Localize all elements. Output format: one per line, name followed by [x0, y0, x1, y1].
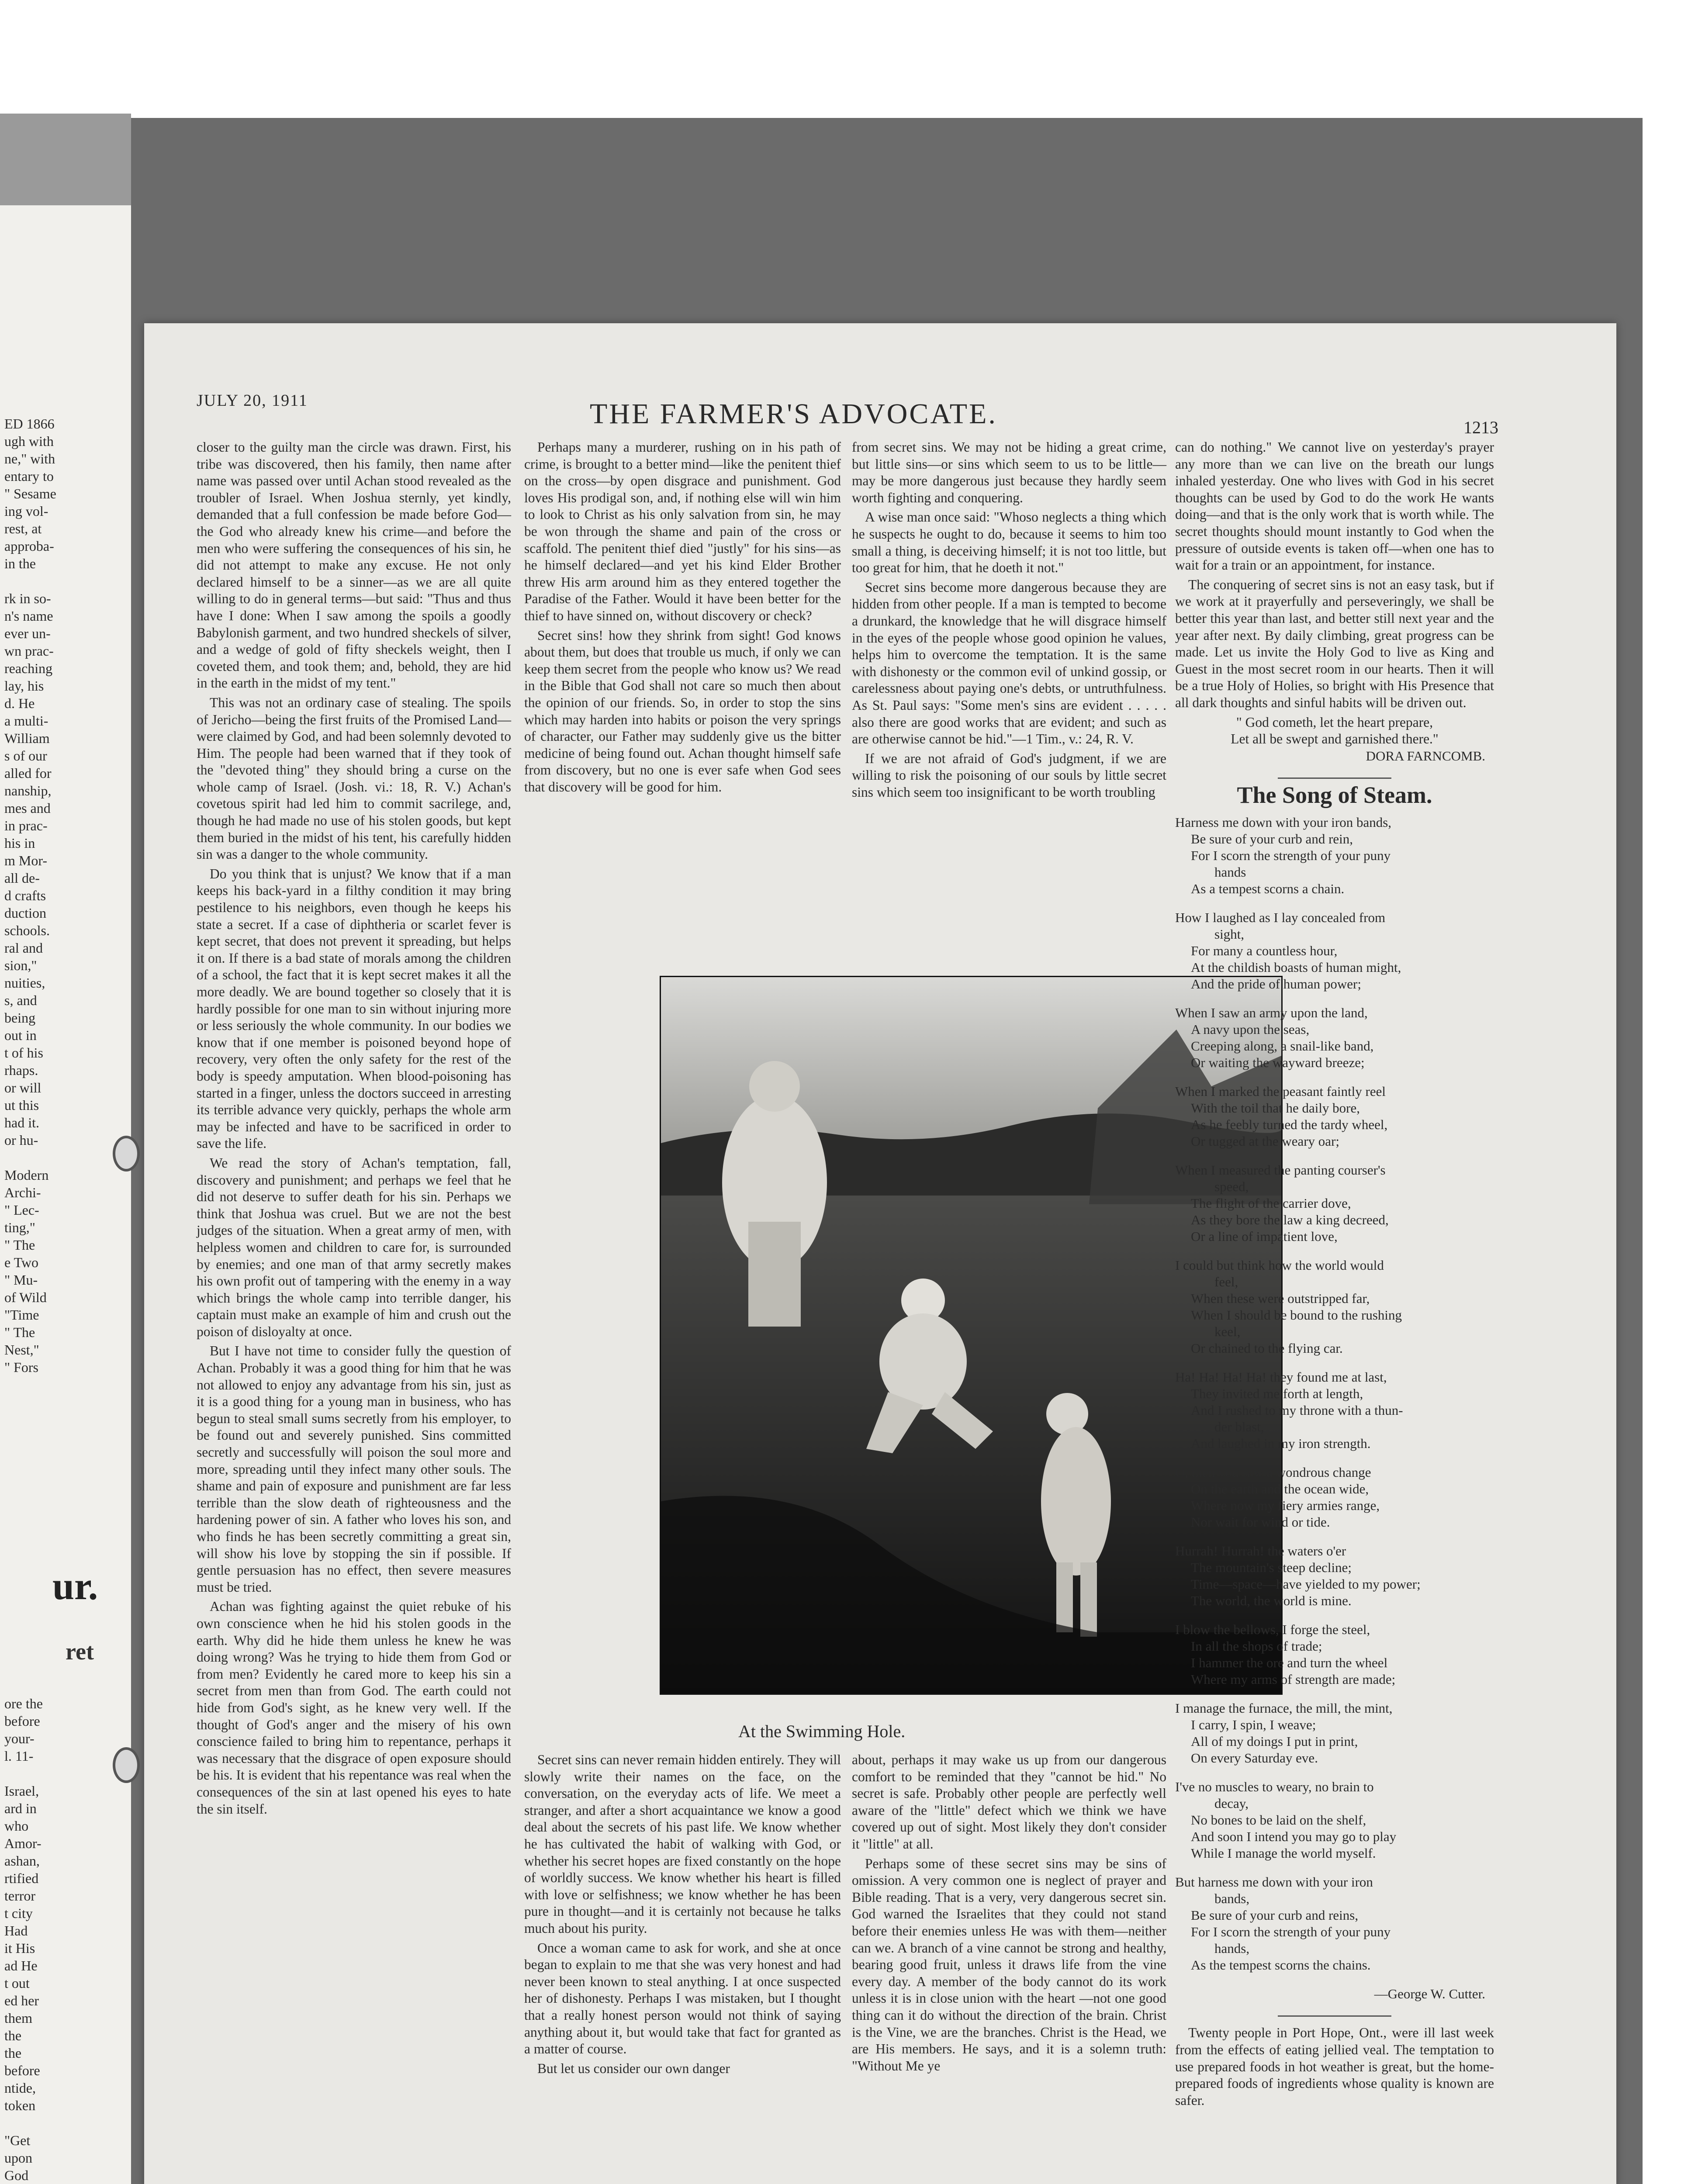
facing-page-line: William: [4, 730, 50, 746]
facing-page-line: nuities,: [4, 975, 45, 991]
facing-page-line: ore the: [4, 1696, 43, 1711]
poem-line: der blast,: [1214, 1419, 1264, 1434]
facing-page-line: it His: [4, 1940, 35, 1956]
poem-line: feel,: [1214, 1274, 1238, 1289]
facing-page-line: Israel,: [4, 1783, 39, 1799]
binder-ring-icon: [113, 1747, 140, 1783]
facing-page-line: ntide,: [4, 2080, 36, 2096]
poem-line: Nor wait for wind or tide.: [1191, 1514, 1330, 1530]
author-signature: DORA FARNCOMB.: [1366, 748, 1485, 764]
poem-title: The Song of Steam.: [1237, 782, 1432, 809]
facing-page-line: rest, at: [4, 521, 42, 536]
poem-line: Time—space—have yielded to my power;: [1191, 1576, 1421, 1592]
poem-line: On the earth and the ocean wide,: [1191, 1481, 1369, 1496]
facing-page-line: rk in so-: [4, 591, 51, 606]
poem-stanza: [1175, 1464, 1494, 1531]
facing-page-line: who: [4, 1818, 29, 1834]
facing-page-line: wn prac-: [4, 643, 54, 659]
facing-page-line: " Sesame: [4, 486, 56, 501]
paragraph: But I have not time to consider fully the question of Achan. Probably it was a good thing for him that he was not allowed to enjoy any advantage from his sin, just as it is a good thing for a young man in business, who has begun to steal small sums secretly from his employer, to be found out and severely punished. Sins committed secretly and successfully will poison the soul more and more, spreading until they infect many other souls. The shame and pain of exposure and punishment are far less terrible than the slow death of righteousness and the hardening power of sin. A father who loves his son, and who finds he has been secretly committing a great sin, will show his love by stopping the sin if possible. If gentle persuasion has no effect, then severe measures must be tried.: [197, 1343, 511, 1595]
poem-stanza: [1175, 1369, 1494, 1452]
divider: [1278, 778, 1391, 779]
paragraph: about, perhaps it may wake us up from our dangerous comfort to be reminded that they "cannot be hid." No secret is safe. Probably other people are perfectly well aware of the "little" defect which we think we have covered up out of sight. Most likely they don't consider it "little" at all.: [852, 1752, 1166, 1852]
poem-stanza: [1175, 1874, 1494, 1973]
paragraph: Perhaps many a murderer, rushing on in his path of crime, is brought to a better mind—like the penitent thief on the cross—by open disgrace and punishment. God loves His prodigal son, and, if nothing else will win him to look to Christ as his only salvation from sin, he may be won through the shame and pain of the cross or scaffold. The penitent thief died "justly" for his sins—as he himself declared—and yet his kind Elder Brother threw His arm around him as they entered together the Paradise of the Father. Would it have been better for the thief to have sinned on, without discovery or check?: [524, 439, 841, 623]
facing-page-line: Modern: [4, 1167, 49, 1183]
paragraph: Perhaps some of these secret sins may be sins of omission. A very common one is neglect of prayer and Bible reading. That is a very, very dangerous secret sin. God warned the Israelites that they could not stand before their enemies unless He was with them—neither can we. A branch of a vine cannot be strong and healthy, bearing good fruit, unless it draws life from the vine every day. A member of the body cannot do its work unless it is in close union with the heart —not one good thing can it do without the direction of the brain. Christ is the Vine, we are the branches. Christ is the Head, we are His members. He says, and it is a solemn truth: "Without Me ye: [852, 1856, 1166, 2073]
facing-page-line: "Time: [4, 1307, 39, 1323]
column-3-top: [852, 439, 1166, 803]
facing-page-line: ut this: [4, 1097, 39, 1113]
paragraph: closer to the guilty man the circle was drawn. First, his tribe was discovered, then his family, then name after name was passed over until Achan stood revealed as the troubler of Israel. When Joshua sternly, yet kindly, demanded that a full confession be made before God—the God who already knew his crime—and before the men who were suffering the consequences of his sin, he did not attempt to make any excuse. He not only declared himself to be a sinner—as we are all quite willing to do in general terms—but said: "Thus and thus have I done: When I saw among the spoils a goodly Babylonish garment, and two hundred sheckels of silver, and a wedge of gold of fifty sheckels weight, then I coveted them, and took them; and, behold, they are hid in the earth in the midst of my tent.": [197, 439, 511, 691]
poem-line: The world, the world is mine.: [1191, 1593, 1352, 1608]
poem-line: hands: [1214, 864, 1246, 880]
poem-line: All of my doings I put in print,: [1191, 1733, 1358, 1749]
poem-line: And soon I intend you may go to play: [1191, 1828, 1397, 1844]
masthead-title: THE FARMER'S ADVOCATE.: [590, 398, 997, 430]
poem-stanza: [1175, 1083, 1494, 1150]
facing-page-line: upon: [4, 2150, 32, 2166]
binder-ring-icon: [113, 1136, 140, 1171]
paragraph: A wise man once said: "Whoso neglects a thing which he suspects he ought to do, because it seems to him too small a thing, is deceiving himself; it is not too little, but too great for him, that he doeth it not.": [852, 509, 1166, 576]
poem-stanza: [1175, 1543, 1494, 1609]
facing-page-line: ed her: [4, 1993, 39, 2008]
poem-stanza: [1175, 1700, 1494, 1766]
facing-page-line: Amor-: [4, 1835, 42, 1851]
poem-stanza: [1175, 814, 1494, 897]
facing-page-line: ever un-: [4, 625, 51, 641]
paragraph: Achan was fighting against the quiet rebuke of his own conscience when he hid his stolen goods in the earth. Why did he hide them unless he knew he was doing wrong? Was he trying to hide them from God or from men? Evidently he cared more to keep his sin a secret from men than from God. The earth could not hide from God's sight, as he knew very well. If the thought of God's anger and the misery of his own conscience failed to bring him to repentance, perhaps it was necessary that the disgrace of open exposure should be his. It is evident that his repentance was real when the consequences of the sin at last opened his eyes to hate the sin itself.: [197, 1599, 511, 1817]
facing-page-line: ugh with: [4, 433, 54, 449]
poem-line: I've no muscles to weary, no brain to: [1175, 1779, 1374, 1794]
facing-page-line: sion,": [4, 957, 37, 973]
poem-line: hands,: [1214, 1940, 1250, 1956]
facing-page-line: " Fors: [4, 1359, 38, 1375]
poem-line: I blow the bellows, I forge the steel,: [1175, 1621, 1370, 1637]
column-3-bottom: [852, 1752, 1166, 2077]
poem-line: When these were outstripped far,: [1191, 1290, 1370, 1306]
facing-page-subheading-fragment: ret: [66, 1638, 94, 1665]
poem-line: On every Saturday eve.: [1191, 1750, 1318, 1766]
poem-line: Harness me down with your iron bands,: [1175, 814, 1392, 830]
facing-page-line: schools.: [4, 923, 50, 938]
poem-line: The mountain's steep decline;: [1191, 1559, 1352, 1575]
facing-page-line: ashan,: [4, 1853, 40, 1869]
paragraph: Do you think that is unjust? We know that if a man keeps his back-yard in a filthy condition it may bring pestilence to his neighbors, even though he keeps his state a secret. If a case of diphtheria or scarlet fever is kept secret, that does not prevent it spreading, but helps it on. If there is a bad state of morals among the children of a school, the fact that it is kept secret makes it all the more deadly. We are bound together so closely that it is hardly possible for one man to sin without injuring more or less seriously the whole community. In our bodies we know that if one member is poisoned beyond hope of recovery, very often the only safety for the rest of the body is speedy amputation. When blood-poisoning has started in a finger, unless the doctors succeed in arresting its terrible advance very quickly, perhaps the whole arm may be infected and have to be sacrificed in order to save the life.: [197, 866, 511, 1151]
poem-line: The flight of the carrier dove,: [1191, 1195, 1351, 1211]
poem-line: And laughed in my iron strength.: [1191, 1435, 1371, 1451]
facing-page-line: in the: [4, 556, 36, 571]
facing-page-line: rtified: [4, 1870, 39, 1886]
poem-line: While I manage the world myself.: [1191, 1845, 1376, 1861]
paragraph: Twenty people in Port Hope, Ont., were ill last week from the effects of eating jellied veal. The temptation to use prepared foods in hot weather is great, but the home-prepared foods of ingredients whose quality is known are safer.: [1175, 2025, 1494, 2108]
facing-page-line: ard in: [4, 1800, 37, 1816]
poem-line: speed,: [1214, 1178, 1249, 1194]
facing-page-line: the: [4, 2045, 22, 2061]
poem-line: Where my arms of strength are made;: [1191, 1671, 1396, 1687]
facing-page-line: t of his: [4, 1045, 43, 1061]
poem-stanza: [1175, 909, 1494, 992]
poem-body: [1175, 814, 1494, 1973]
paragraph: Secret sins! how they shrink from sight! God knows about them, but does that trouble us much, if only we can keep them secret from the people who know us? We read in the Bible that God shall not care so much then about the opinion of our friends. So, in order to stop the sins which may harden into habits or poison the very springs of character, our Father may suddenly give us the bitter medicine of being found out. Achan thought himself safe from discovery, but no one is ever safe when God sees that discovery will be good for him.: [524, 627, 841, 795]
facing-page-line: his in: [4, 835, 35, 851]
poem-stanza: [1175, 1005, 1494, 1071]
poem-author: —George W. Cutter.: [1374, 1986, 1485, 2001]
poem-line: Where now my fiery armies range,: [1191, 1497, 1380, 1513]
paragraph: This was not an ordinary case of stealing. The spoils of Jericho—being the first fruits of the Promised Land—were claimed by God, and had been solemnly devoted to Him. The people had been warned that if they took of the "devoted thing" they should bring a curse on the whole camp of Israel. (Josh. vi.: 18, R. V.) Achan's covetous spirit had led him to commit sacrilege, and, though he had made no use of his stolen goods, but kept them buried in the midst of his tent, his carefully hidden sin was a danger to the whole community.: [197, 695, 511, 862]
facing-page-line: them: [4, 2010, 32, 2026]
facing-page-line: d crafts: [4, 888, 46, 903]
poem-line: Be sure of your curb and reins,: [1191, 1907, 1359, 1923]
facing-page-line: m Mor-: [4, 853, 48, 868]
poem-stanza: [1175, 1162, 1494, 1245]
paragraph: Once a woman came to ask for work, and she at once began to explain to me that she was very honest and had never been known to steal anything. I at once suspected her of dishonesty. Perhaps I was mistaken, but I thought that a really honest person would not think of saying anything about it, but would take that fact for granted as a matter of course.: [524, 1940, 841, 2057]
poem-line: Hurrah! Hurrah! the waters o'er: [1175, 1543, 1346, 1559]
facing-page-line: or hu-: [4, 1132, 38, 1148]
poem-line: Or a line of impatient love,: [1191, 1228, 1338, 1244]
newspaper-page: [144, 323, 1616, 2184]
poem-line: No bones to be laid on the shelf,: [1191, 1812, 1366, 1828]
facing-page-line: " The: [4, 1324, 35, 1340]
facing-page-line: ad He: [4, 1958, 38, 1973]
poem-line: When I marked the peasant faintly reel: [1175, 1083, 1386, 1099]
poem-line: decay,: [1214, 1795, 1249, 1811]
facing-page-line: of Wild: [4, 1289, 47, 1305]
facing-page-line: l. 11-: [4, 1748, 34, 1764]
facing-page-line: before: [4, 1713, 40, 1729]
poem-line: And the pride of human power;: [1191, 976, 1361, 992]
poem-line: Ha! Ha! Ha! Ha! they found me at last,: [1175, 1369, 1387, 1385]
facing-page-line: alled for: [4, 765, 52, 781]
facing-page-line: rhaps.: [4, 1062, 38, 1078]
poem-line: keel,: [1214, 1324, 1241, 1339]
facing-page-line: ED 1866: [4, 416, 55, 432]
poem-line: At the childish boasts of human might,: [1191, 959, 1401, 975]
poem-line: In all the shops of trade;: [1191, 1638, 1322, 1654]
quote-line: " God cometh, let the heart prepare,: [1236, 714, 1433, 730]
facing-page-line: " Lec-: [4, 1202, 39, 1218]
paragraph: can do nothing." We cannot live on yesterday's prayer any more than we can live on the breath our lungs inhaled yesterday. One who lives with God in his secret thoughts can be used by God to do the work He wants doing—and that is the only work that is worth while. The secret thoughts should mount instantly to God when the pressure of outside events is taken off—when one has to wait for a train or an appointment, for instance.: [1175, 439, 1494, 573]
facing-page-line: reaching: [4, 660, 53, 676]
facing-page-line: had it.: [4, 1115, 39, 1130]
column-1: [197, 439, 511, 1820]
poem-line: They invited me forth at length,: [1191, 1386, 1363, 1401]
poem-line: Or chained to the flying car.: [1191, 1340, 1343, 1356]
paragraph: The conquering of secret sins is not an easy task, but if we work at it prayerfully and perseveringly, we shall be better this year than last, and better still next year and the year after next. By daily climbing, great progress can be made. Let us invite the Holy God to live as King and Guest in the most secret room in our hearts. Then it will be a true Holy of Holies, so bright with His Presence that all dark thoughts and sinful habits will be driven out.: [1175, 577, 1494, 710]
facing-page-line: in prac-: [4, 818, 48, 833]
divider: [1278, 2015, 1391, 2017]
facing-page-line: Had: [4, 1923, 28, 1939]
quote-line: Let all be swept and garnished there.": [1231, 731, 1439, 747]
paragraph: If we are not afraid of God's judgment, if we are willing to risk the poisoning of our souls by little secret sins which seem too insignificant to be worth troubling: [852, 750, 1166, 800]
poem-line: sight,: [1214, 926, 1245, 942]
facing-page-line: nanship,: [4, 783, 52, 798]
poem-line: When I should be bound to the rushing: [1191, 1307, 1402, 1323]
poem-line: For I scorn the strength of your puny: [1191, 1924, 1391, 1939]
poem-line: As he feebly turned the tardy wheel,: [1191, 1116, 1388, 1132]
page-number: 1213: [1463, 418, 1498, 437]
poem-line: With the toil that he daily bore,: [1191, 1100, 1360, 1116]
poem-line: Or waiting the wayward breeze;: [1191, 1054, 1365, 1070]
facing-page-line: e Two: [4, 1254, 39, 1270]
facing-page-line: mes and: [4, 800, 51, 816]
facing-page-line: d. He: [4, 695, 35, 711]
issue-date: JULY 20, 1911: [197, 391, 308, 410]
poem-line: O, then you saw a wondrous change: [1175, 1464, 1371, 1480]
facing-page-line: or will: [4, 1080, 42, 1095]
facing-page-line: " The: [4, 1237, 35, 1253]
facing-page-line: the: [4, 2028, 22, 2043]
column-4: [1175, 439, 1494, 2111]
facing-page-line: duction: [4, 905, 46, 921]
facing-page-line: lay, his: [4, 678, 44, 694]
facing-page-line: "Get: [4, 2132, 31, 2148]
poem-line: For I scorn the strength of your puny: [1191, 847, 1391, 863]
facing-page-line: Nest,": [4, 1342, 39, 1358]
poem-stanza: [1175, 1779, 1494, 1862]
facing-page-line: t out: [4, 1975, 30, 1991]
paragraph: from secret sins. We may not be hiding a great crime, but little sins—or sins which seem to us to be little—may be more dangerous just because they hardly seem worth fighting and conquering.: [852, 439, 1166, 505]
column-2-top: [524, 439, 841, 798]
facing-page-edge: [0, 114, 131, 2184]
poem-line: When I saw an army upon the land,: [1175, 1005, 1368, 1020]
facing-page-line: s, and: [4, 992, 37, 1008]
closing-quote: [1175, 714, 1494, 748]
poem-stanza: [1175, 1621, 1494, 1688]
poem-line: And I rushed to my throne with a thun-: [1191, 1402, 1403, 1418]
poem-line: I could but think how the world would: [1175, 1257, 1384, 1273]
facing-page-heading-fragment: ur.: [52, 1565, 98, 1608]
paragraph: But let us consider our own danger: [537, 2060, 730, 2076]
photo-caption: At the Swimming Hole.: [738, 1721, 906, 1741]
poem-line: Creeping along, a snail-like band,: [1191, 1038, 1374, 1054]
facing-page-line: approba-: [4, 538, 54, 554]
facing-page-line: ing vol-: [4, 503, 48, 519]
paragraph: Secret sins can never remain hidden entirely. They will slowly write their names on the face, on the conversation, on the everyday acts of life. We meet a stranger, and after a short acquaintance we know a good deal about the secrets of his past life. We know whether he has cultivated the habit of walking with God, or whether his secret hopes are fixed constantly on the hope of worldly success. We know whether his heart is filled with love or selfishness; we know whether he has been pure in thought—and it is certainly not because he talks much about his purity.: [524, 1752, 841, 1936]
facing-page-line: token: [4, 2098, 36, 2113]
facing-page-line: n's name: [4, 608, 53, 624]
poem-stanza: [1175, 1257, 1494, 1357]
poem-line: bands,: [1214, 1890, 1250, 1906]
poem-line: But harness me down with your iron: [1175, 1874, 1373, 1890]
paragraph: Secret sins become more dangerous because they are hidden from other people. If a man is tempted to become a drunkard, the knowledge that he will disgrace himself in the eyes of the people whose good opinion he values, helps him to overcome the temptation. It is the same with dishonesty or the common evil of unkind gossip, or carelessness about paying one's debts, or untruthfulness. As St. Paul says: "Some men's sins are evident . . . . . also there are good works that are evident; and such as are otherwise cannot be hid."—1 Tim., v.: 24, R. V.: [852, 579, 1166, 747]
facing-page-line: entary to: [4, 468, 54, 484]
poem-line: A navy upon the seas,: [1191, 1021, 1310, 1037]
facing-page-line: Archi-: [4, 1185, 41, 1200]
facing-page-line: being: [4, 1010, 36, 1026]
facing-page-line: t city: [4, 1905, 33, 1921]
poem-line: How I laughed as I lay concealed from: [1175, 909, 1386, 925]
facing-page-line: ne," with: [4, 451, 55, 467]
poem-line: For many a countless hour,: [1191, 943, 1338, 958]
facing-page-line: terror: [4, 1888, 36, 1904]
column-2-bottom: [524, 1752, 841, 2080]
poem-line: As the tempest scorns the chains.: [1191, 1957, 1371, 1973]
facing-page-line: your-: [4, 1731, 35, 1746]
poem-line: Be sure of your curb and rein,: [1191, 831, 1353, 847]
poem-line: I carry, I spin, I weave;: [1191, 1717, 1316, 1732]
poem-line: When I measured the panting courser's: [1175, 1162, 1386, 1178]
poem-line: As they bore the law a king decreed,: [1191, 1212, 1389, 1227]
paragraph: We read the story of Achan's temptation, fall, discovery and punishment; and perhaps we feel that he did not deserve to suffer death for his sin. Perhaps we think that Joshua was cruel. But we are not the best judges of the situation. When a great army of men, with helpless women and children to care for, is surrounded by enemies; and one man of that army secretly makes his own profit out of tampering with the enemy in a way which brings the whole camp into terrible danger, his captain must make an example of him and crush out the poison of disloyalty at once.: [197, 1155, 511, 1339]
facing-page-top-shadow: [0, 114, 131, 205]
facing-page-line: ting,": [4, 1220, 35, 1235]
facing-page-line: God: [4, 2167, 29, 2183]
poem-line: I manage the furnace, the mill, the mint,: [1175, 1700, 1393, 1716]
facing-page-line: out in: [4, 1027, 37, 1043]
poem-line: I hammer the ore and turn the wheel: [1191, 1655, 1388, 1670]
facing-page-line: ral and: [4, 940, 43, 956]
facing-page-line: " Mu-: [4, 1272, 38, 1288]
poem-line: As a tempest scorns a chain.: [1191, 881, 1345, 896]
facing-page-line: s of our: [4, 748, 47, 764]
facing-page-line: all de-: [4, 870, 40, 886]
poem-line: Or tugged at the weary oar;: [1191, 1133, 1340, 1149]
facing-page-line: a multi-: [4, 713, 48, 729]
facing-page-line: before: [4, 2063, 40, 2078]
